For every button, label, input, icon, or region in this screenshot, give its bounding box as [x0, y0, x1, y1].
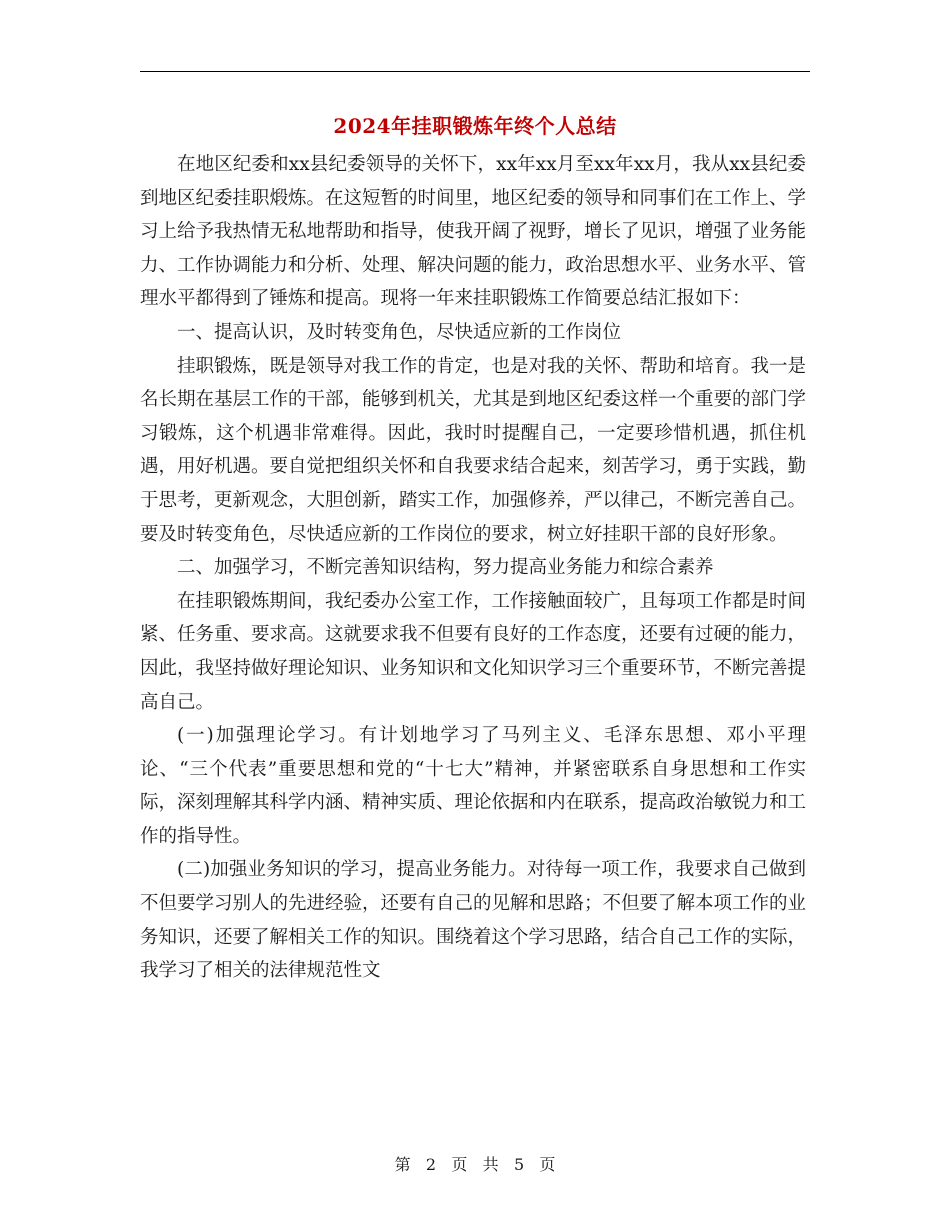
- paragraph-section-2: 在挂职锻炼期间，我纪委办公室工作，工作接触面较广，且每项工作都是时间紧、任务重、要求高。这就要求我不但要有良好的工作态度，还要有过硬的能力，因此，我坚持做好理论知识、业务知识和文化知识学习三个重要环节，不断完善提高自己。: [140, 590, 807, 713]
- footer-total-pages: 5: [513, 1155, 525, 1174]
- footer-label-total: 共: [482, 1155, 499, 1174]
- paragraph-section-1: 挂职锻炼，既是领导对我工作的肯定，也是对我的关怀、帮助和培育。我一是名长期在基层工作的干部，能够到机关，尤其是到地区纪委这样一个重要的部门学习锻炼，这个机遇非常难得。因此，我时时提醒自己，一定要珍惜机遇，抓住机遇，用好机遇。要自觉把组织关怀和自我要求结合起来，刻苦学习，勇于实践，勤于思考，更新观念，大胆创新，踏实工作，加强修养，严以律己，不断完善自己。要及时转变角色，尽快适应新的工作岗位的要求，树立好挂职干部的良好形象。: [140, 355, 807, 545]
- footer-label-page: 第: [394, 1155, 411, 1174]
- paragraph-intro: 在地区纪委和xx县纪委领导的关怀下，xx年xx月至xx年xx月，我从xx县纪委到地区纪委挂职煅炼。在这短暂的时间里，地区纪委的领导和同事们在工作上、学习上给予我热情无私地帮助和指导，使我开阔了视野，增长了见识，增强了业务能力、工作协调能力和分析、处理、解决问题的能力，政治思想水平、业务水平、管理水平都得到了锤炼和提高。现将一年来挂职锻炼工作简要总结汇报如下：: [140, 154, 807, 310]
- header-rule: [140, 71, 810, 72]
- heading-section-1: 一、提高认识，及时转变角色，尽快适应新的工作岗位: [177, 321, 622, 343]
- document-body: [140, 148, 806, 988]
- heading-section-2: 二、加强学习，不断完善知识结构，努力提高业务能力和综合素养: [177, 557, 714, 579]
- paragraph-subsection-2: (二)加强业务知识的学习，提高业务能力。对待每一项工作，我要求自己做到不但要学习别人的先进经验，还要有自己的见解和思路；不但要了解本项工作的业务知识，还要了解相关工作的知识。围绕着这个学习思路，结合自己工作的实际，我学习了相关的法律规范性文: [140, 859, 807, 982]
- page-footer: [0, 1153, 950, 1177]
- paragraph-subsection-1: (一)加强理论学习。有计划地学习了马列主义、毛泽东思想、邓小平理论、“三个代表”重要思想和党的“十七大”精神，并紧密联系自身思想和工作实际，深刻理解其科学内涵、精神实质、理论依据和内在联系，提高政治敏锐力和工作的指导性。: [140, 725, 807, 847]
- document-title: 2024年挂职锻炼年终个人总结: [333, 114, 617, 138]
- footer-label-unit: 页: [451, 1155, 468, 1174]
- footer-current-page: 2: [425, 1155, 437, 1174]
- footer-label-unit2: 页: [539, 1155, 556, 1174]
